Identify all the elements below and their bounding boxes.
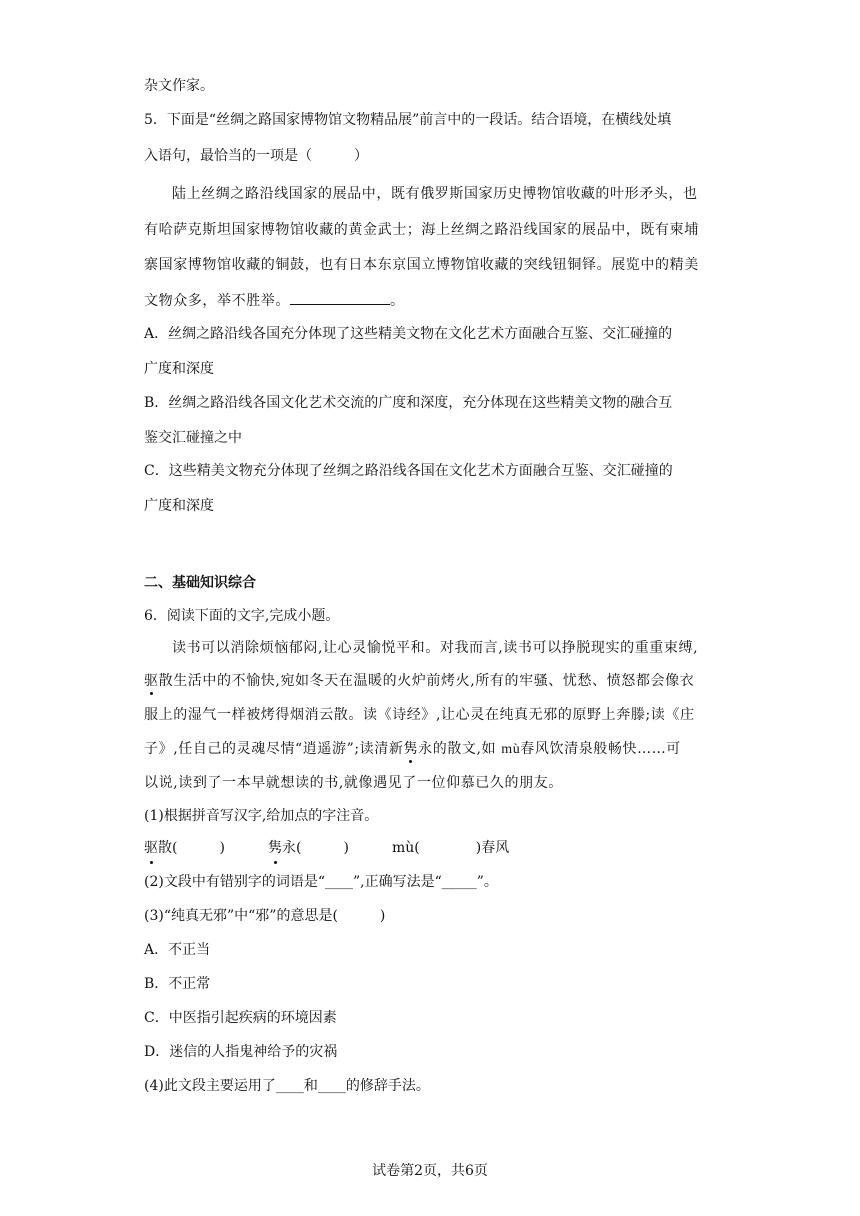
q6-passage-line: [144, 739, 681, 760]
q6-sub2: (2)文段中有错别字的词语是“____”,正确写法是“_____”。: [144, 874, 498, 890]
dotted-char: 隽: [403, 741, 419, 757]
q5-option-b-line1: B．丝绸之路沿线各国文化艺术交流的广度和深度，充分体现在这些精美文物的融合互: [144, 395, 673, 411]
q6-sub3-option-b: B．不正常: [144, 976, 211, 992]
answer-item-b[interactable]: [268, 838, 392, 858]
dotted-char: 隽: [268, 840, 282, 856]
passage-text: 春风饮清泉般畅快……可: [520, 741, 681, 757]
q5-stem-line2: 入语句，最恰当的一项是（ ）: [144, 148, 368, 164]
q5-option-c-line1: C．这些精美文物充分体现了丝绸之路沿线各国在文化艺术方面融合互鉴、交汇碰撞的: [144, 463, 673, 479]
q5-passage-last-line: [144, 290, 405, 311]
section-title: 二、基础知识综合: [144, 575, 256, 591]
q5-passage-line: 有哈萨克斯坦国家博物馆收藏的黄金武士；海上丝绸之路沿线国家的展品中，既有柬埔: [144, 222, 699, 238]
page-footer: 试卷第2页，共6页: [372, 1163, 488, 1179]
q6-passage-line: 以说,读到了一本早就想读的书,就像遇见了一位仰慕已久的朋友。: [144, 775, 563, 791]
q5-option-b-line2: 鉴交汇碰撞之中: [144, 430, 242, 446]
q5-option-a-line2: 广度和深度: [144, 361, 214, 377]
answer-text: 永( ): [282, 840, 349, 856]
pinyin: mù: [501, 742, 521, 757]
passage-text: 永的散文,如: [418, 741, 502, 757]
q6-stem: 6．阅读下面的文字,完成小题。: [144, 608, 340, 624]
passage-text: 子》,任自己的灵魂尽情“逍遥游”;读清新: [144, 741, 404, 757]
q6-passage-line: 读书可以消除烦恼郁闷,让心灵愉悦平和。对我而言,读书可以挣脱现实的重重束缚,: [172, 640, 699, 656]
q6-sub4: (4)此文段主要运用了____和____的修辞手法。: [144, 1078, 430, 1094]
q6-sub3-option-c: C．中医指引起疾病的环境因素: [144, 1010, 337, 1026]
q5-passage-line: 陆上丝绸之路沿线国家的展品中，既有俄罗斯国家历史博物馆收藏的叶形矛头，也: [172, 186, 698, 202]
q5-stem-line1: 5．下面是“丝绸之路国家博物馆文物精品展”前言中的一段话。结合语境，在横线处填: [144, 112, 672, 128]
dotted-char: 驱: [144, 840, 158, 856]
answer-item-a[interactable]: [144, 838, 268, 858]
q5-passage-text: 文物众多，举不胜举。: [144, 293, 290, 309]
q6-passage-line: 服上的湿气一样被烤得烟消云散。读《诗经》,让心灵在纯真无邪的原野上奔滕;读《庄: [144, 707, 695, 723]
q6-sub1-answers: [144, 838, 509, 858]
answer-blank[interactable]: [290, 290, 390, 305]
q5-option-a-line1: A．丝绸之路沿线各国充分体现了这些精美文物在文化艺术方面融合互鉴、交汇碰撞的: [144, 326, 673, 342]
answer-item-c[interactable]: mù( )春风: [392, 840, 510, 856]
q5-passage-line: 寨国家博物馆收藏的铜鼓，也有日本东京国立博物馆收藏的突线钮铜铎。展览中的精美: [144, 257, 699, 273]
answer-text: 散( ): [158, 840, 225, 856]
q6-sub3-option-d: D．迷信的人指鬼神给予的灾祸: [144, 1044, 338, 1060]
dotted-char: 驱: [144, 673, 159, 689]
q6-sub3: (3)“纯真无邪”中“邪”的意思是( ): [144, 908, 386, 924]
q5-option-c-line2: 广度和深度: [144, 498, 214, 514]
top-fragment: 杂文作家。: [144, 78, 214, 94]
q5-passage-end: 。: [390, 293, 405, 309]
q6-passage-line: [144, 671, 694, 691]
q6-sub3-option-a: A．不正当: [144, 942, 211, 958]
q6-sub1: (1)根据拼音写汉字,给加点的字注音。: [144, 808, 379, 824]
passage-text: 散生活中的不愉快,宛如冬天在温暖的火炉前烤火,所有的牢骚、忧愁、愤怒都会像衣: [158, 673, 695, 689]
